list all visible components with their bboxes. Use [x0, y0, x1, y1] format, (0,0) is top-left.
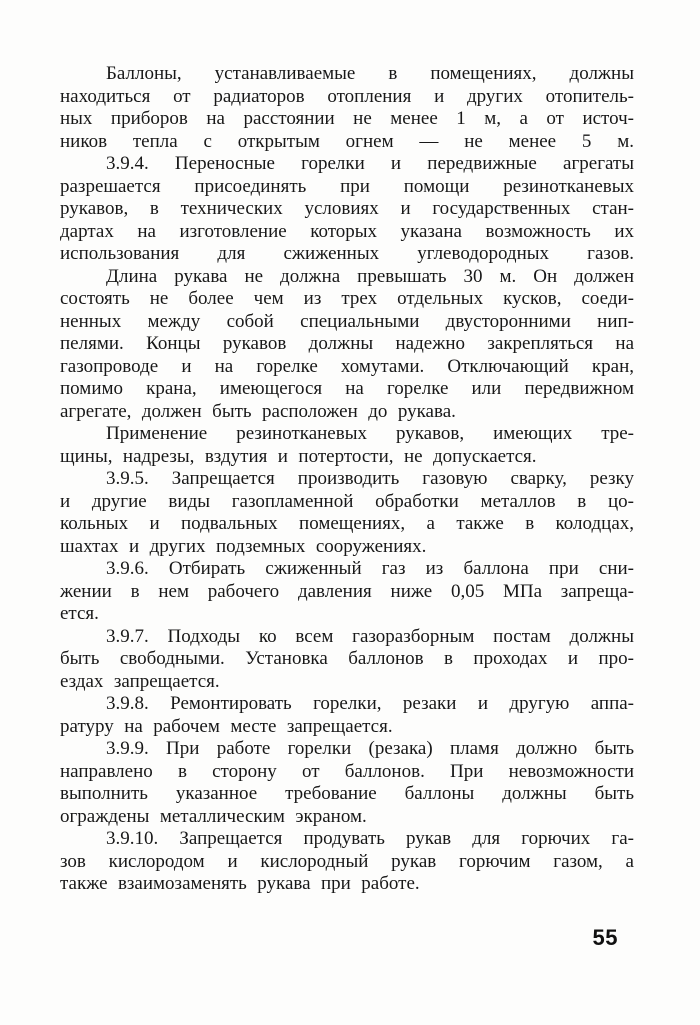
text-line: щины, надрезы, вздутия и потертости, не допускается. [60, 445, 537, 467]
text-line: 3.9.9. При работе горелки (резака) пламя должно быть [106, 738, 634, 759]
page-number: 55 [592, 925, 618, 950]
paragraph-intro-cylinders [60, 63, 634, 153]
text-line: газопроводе и на горелке хомутами. Отключающий кран, [60, 355, 634, 377]
text-line: ников тепла с открытым огнем — не менее 5 м. [60, 130, 634, 152]
text-line: 3.9.6. Отбирать сжиженный газ из баллона при сни- [106, 558, 634, 579]
paragraph-clause-3-9-9 [60, 738, 634, 828]
text-line: и другие виды газопламенной обработки металлов в цо- [60, 490, 634, 512]
paragraph-clause-3-9-4 [60, 153, 634, 266]
text-line: Длина рукава не должна превышать 30 м. Он должен [106, 265, 634, 287]
paragraph-hose-length [60, 266, 634, 424]
text-line: состоять не более чем из трех отдельных кусков, соеди- [60, 288, 634, 309]
text-line: быть свободными. Установка баллонов в проходах и про- [60, 648, 634, 669]
text-line: кольных и подвальных помещениях, а также в колодцах, [60, 513, 634, 534]
text-line: также взаимозаменять рукава при работе. [60, 873, 420, 894]
text-line: агрегате, должен быть расположен до рукава. [60, 400, 456, 422]
text-line: ездах запрещается. [60, 670, 220, 692]
paragraph-clause-3-9-6 [60, 558, 634, 626]
text-line: разрешается присоединять при помощи резинотканевых [60, 175, 634, 197]
paragraph-hose-defects [60, 423, 634, 468]
text-line: ратуру на рабочем месте запрещается. [60, 715, 393, 737]
text-line: ных приборов на расстоянии не менее 1 м, а от источ- [60, 108, 634, 129]
text-line: Баллоны, устанавливаемые в помещениях, должны [106, 63, 634, 84]
text-block [60, 63, 634, 896]
text-line: ненных между собой специальными двусторонними нип- [60, 310, 634, 332]
text-line: ется. [60, 603, 99, 624]
paragraph-clause-3-9-5 [60, 468, 634, 558]
text-line: Применение резинотканевых рукавов, имеющих тре- [106, 423, 634, 444]
text-line: помимо крана, имеющегося на горелке или передвижном [60, 378, 634, 399]
text-line: ограждены металлическим экраном. [60, 805, 367, 827]
text-line: шахтах и других подземных сооружениях. [60, 535, 427, 557]
paragraph-clause-3-9-8 [60, 693, 634, 738]
text-line: 3.9.7. Подходы ко всем газоразборным постам должны [106, 625, 634, 647]
paragraph-clause-3-9-7 [60, 626, 634, 694]
text-line: зов кислородом и кислородный рукав горючим газом, а [60, 850, 634, 872]
paragraph-clause-3-9-10 [60, 828, 634, 896]
text-line: использования для сжиженных углеводородных газов. [60, 243, 634, 264]
text-line: рукавов, в технических условиях и государственных стан- [60, 198, 634, 219]
text-line: выполнить указанное требование баллоны должны быть [60, 783, 634, 804]
text-line: пелями. Концы рукавов должны надежно закрепляться на [60, 333, 634, 354]
text-line: 3.9.10. Запрещается продувать рукав для горючих га- [106, 828, 634, 849]
text-line: 3.9.8. Ремонтировать горелки, резаки и другую аппа- [106, 693, 634, 714]
text-line: 3.9.4. Переносные горелки и передвижные агрегаты [106, 153, 634, 174]
text-line: 3.9.5. Запрещается производить газовую сварку, резку [106, 468, 634, 489]
text-line: находиться от радиаторов отопления и других отопитель- [60, 85, 634, 107]
text-line: направлено в сторону от баллонов. При невозможности [60, 760, 634, 782]
text-line: жении в нем рабочего давления ниже 0,05 МПа запреща- [60, 580, 634, 602]
text-line: дартах на изготовление которых указана возможность их [60, 220, 634, 242]
